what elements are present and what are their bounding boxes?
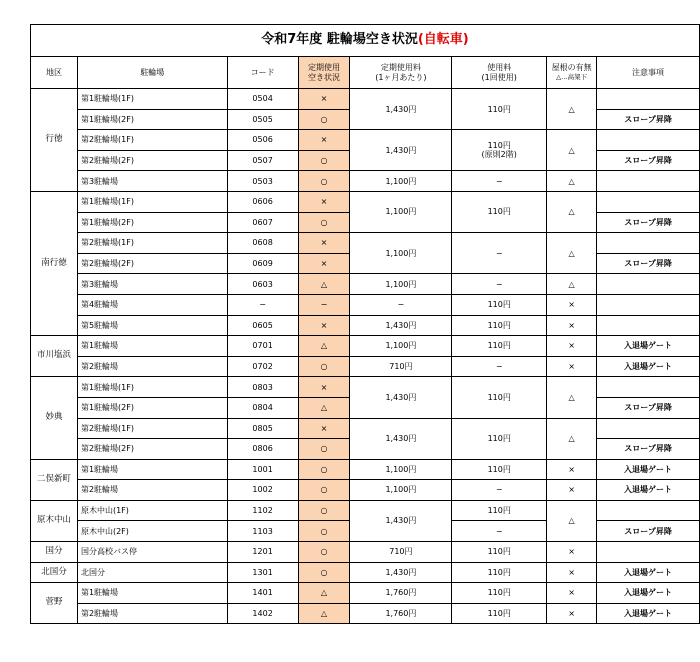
roof-status: × — [547, 315, 597, 336]
table-row — [31, 418, 700, 439]
monthly-fee: 1,430円 — [350, 130, 452, 171]
availability-status: × — [298, 418, 350, 439]
availability-status: ○ — [298, 150, 350, 171]
usage-fee-value: − — [495, 361, 503, 371]
usage-fee — [452, 603, 547, 624]
monthly-fee: 1,760円 — [350, 583, 452, 604]
header-fee: 定期使用料 (1ヶ月あたり) — [350, 57, 452, 89]
table-row — [31, 603, 700, 624]
usage-fee — [452, 418, 547, 459]
note-cell: スロープ昇降 — [597, 109, 700, 130]
parking-name: 北国分 — [77, 562, 227, 583]
parking-name: 第3駐輪場 — [77, 171, 227, 192]
parking-code: 0609 — [227, 253, 298, 274]
usage-fee — [452, 356, 547, 377]
availability-status: × — [298, 315, 350, 336]
availability-status: ○ — [298, 356, 350, 377]
usage-fee-value: 110円 — [487, 588, 511, 598]
parking-code: 0605 — [227, 315, 298, 336]
table-row — [31, 542, 700, 563]
monthly-fee: 1,430円 — [350, 89, 452, 130]
table-row — [31, 480, 700, 501]
parking-code: 1301 — [227, 562, 298, 583]
header-area: 地区 — [31, 57, 78, 89]
availability-status: △ — [298, 274, 350, 295]
usage-fee-value: 110円 — [487, 547, 511, 557]
parking-code: 1001 — [227, 459, 298, 480]
monthly-fee: 1,100円 — [350, 274, 452, 295]
usage-fee-value: 110円 — [487, 609, 511, 619]
roof-status: × — [547, 480, 597, 501]
parking-name: 第4駐輪場 — [77, 294, 227, 315]
usage-fee — [452, 233, 547, 274]
monthly-fee: 1,100円 — [350, 171, 452, 192]
table-row — [31, 171, 700, 192]
parking-code: 0507 — [227, 150, 298, 171]
area-cell: 菅野 — [31, 583, 78, 624]
monthly-fee: 1,100円 — [350, 480, 452, 501]
usage-fee — [452, 562, 547, 583]
parking-name: 第1駐輪場(1F) — [77, 89, 227, 110]
monthly-fee: 1,430円 — [350, 377, 452, 418]
usage-fee-value: 110円 — [487, 464, 511, 474]
area-cell: 妙典 — [31, 377, 78, 459]
parking-code: 0608 — [227, 233, 298, 254]
roof-status: △ — [547, 418, 597, 459]
parking-name: 第1駐輪場 — [77, 459, 227, 480]
parking-code: 0504 — [227, 89, 298, 110]
usage-fee — [452, 542, 547, 563]
table-row — [31, 459, 700, 480]
usage-fee-note: (原則2階) — [481, 150, 517, 160]
note-cell — [597, 500, 700, 521]
roof-status: △ — [547, 377, 597, 418]
parking-name: 第1駐輪場(2F) — [77, 109, 227, 130]
availability-status: × — [298, 233, 350, 254]
usage-fee — [452, 500, 547, 521]
header-usage: 使用料 (1回使用) — [452, 57, 547, 89]
table-row — [31, 356, 700, 377]
parking-code: 0701 — [227, 336, 298, 357]
parking-name: 第2駐輪場(2F) — [77, 439, 227, 460]
monthly-fee: − — [350, 294, 452, 315]
usage-fee-value: − — [495, 176, 503, 186]
usage-fee — [452, 130, 547, 171]
parking-code: 0805 — [227, 418, 298, 439]
area-cell: 市川塩浜 — [31, 336, 78, 377]
table-row — [31, 294, 700, 315]
availability-status: ○ — [298, 562, 350, 583]
parking-name: 第5駐輪場 — [77, 315, 227, 336]
availability-status: × — [298, 130, 350, 151]
note-cell — [597, 89, 700, 110]
parking-name: 第3駐輪場 — [77, 274, 227, 295]
note-cell — [597, 377, 700, 398]
availability-status: × — [298, 253, 350, 274]
note-cell: 入退場ゲート — [597, 583, 700, 604]
roof-status: △ — [547, 500, 597, 541]
usage-fee-value: 110円 — [487, 341, 511, 351]
table-row — [31, 583, 700, 604]
note-cell: スロープ昇降 — [597, 439, 700, 460]
note-cell: スロープ昇降 — [597, 212, 700, 233]
area-cell: 南行徳 — [31, 191, 78, 335]
roof-status: △ — [547, 233, 597, 274]
monthly-fee: 1,430円 — [350, 500, 452, 541]
parking-table — [30, 24, 700, 624]
usage-fee — [452, 274, 547, 295]
parking-name: 第1駐輪場 — [77, 583, 227, 604]
parking-name: 第2駐輪場(1F) — [77, 233, 227, 254]
parking-name: 原木中山(2F) — [77, 521, 227, 542]
header-code: コード — [227, 57, 298, 89]
note-cell — [597, 542, 700, 563]
usage-fee-value: 110円 — [487, 506, 511, 516]
note-cell — [597, 191, 700, 212]
parking-name: 第2駐輪場 — [77, 603, 227, 624]
note-cell: 入退場ゲート — [597, 356, 700, 377]
note-cell — [597, 294, 700, 315]
roof-status: × — [547, 583, 597, 604]
table-row — [31, 315, 700, 336]
usage-fee — [452, 294, 547, 315]
monthly-fee: 1,430円 — [350, 315, 452, 336]
roof-status: × — [547, 356, 597, 377]
parking-code: 0603 — [227, 274, 298, 295]
parking-name: 第2駐輪場(2F) — [77, 253, 227, 274]
table-row — [31, 377, 700, 398]
note-cell: スロープ昇降 — [597, 150, 700, 171]
availability-status: ○ — [298, 171, 350, 192]
note-cell: スロープ昇降 — [597, 397, 700, 418]
parking-name: 第1駐輪場(2F) — [77, 212, 227, 233]
area-cell: 北国分 — [31, 562, 78, 583]
area-cell: 原木中山 — [31, 500, 78, 541]
usage-fee-value: 110円 — [487, 141, 511, 151]
usage-fee — [452, 336, 547, 357]
parking-name: 第2駐輪場 — [77, 356, 227, 377]
usage-fee: − — [452, 521, 547, 542]
parking-name: 第1駐輪場 — [77, 336, 227, 357]
title-highlight: (自転車) — [417, 32, 469, 48]
table-row — [31, 130, 700, 151]
availability-status: ○ — [298, 212, 350, 233]
usage-fee — [452, 171, 547, 192]
note-cell: 入退場ゲート — [597, 336, 700, 357]
note-cell — [597, 418, 700, 439]
usage-fee — [452, 89, 547, 130]
parking-code: 0702 — [227, 356, 298, 377]
parking-code: 0503 — [227, 171, 298, 192]
availability-status: △ — [298, 397, 350, 418]
usage-fee — [452, 315, 547, 336]
monthly-fee: 1,100円 — [350, 191, 452, 232]
parking-name: 第2駐輪場(1F) — [77, 418, 227, 439]
note-cell: 入退場ゲート — [597, 459, 700, 480]
monthly-fee: 1,100円 — [350, 336, 452, 357]
usage-fee-value: 110円 — [487, 567, 511, 577]
usage-fee — [452, 480, 547, 501]
usage-fee — [452, 459, 547, 480]
roof-status: × — [547, 336, 597, 357]
note-cell — [597, 233, 700, 254]
table-row — [31, 233, 700, 254]
usage-fee-value: − — [495, 248, 503, 258]
parking-name: 第1駐輪場(1F) — [77, 191, 227, 212]
monthly-fee: 710円 — [350, 542, 452, 563]
usage-fee-value: 110円 — [487, 207, 511, 217]
parking-code: 1402 — [227, 603, 298, 624]
parking-availability-sheet — [30, 24, 700, 624]
availability-status: ○ — [298, 109, 350, 130]
usage-fee-value: 110円 — [487, 392, 511, 402]
header-seasonal: 定期使用 空き状況 — [298, 57, 350, 89]
parking-code: 1002 — [227, 480, 298, 501]
availability-status: ○ — [298, 521, 350, 542]
header-notes: 注意事項 — [597, 57, 700, 89]
monthly-fee: 1,100円 — [350, 459, 452, 480]
monthly-fee: 710円 — [350, 356, 452, 377]
parking-code: 1103 — [227, 521, 298, 542]
monthly-fee: 1,430円 — [350, 562, 452, 583]
roof-status: △ — [547, 274, 597, 295]
note-cell: 入退場ゲート — [597, 562, 700, 583]
roof-status: × — [547, 562, 597, 583]
roof-status: × — [547, 294, 597, 315]
monthly-fee: 1,100円 — [350, 233, 452, 274]
table-row — [31, 562, 700, 583]
parking-name: 原木中山(1F) — [77, 500, 227, 521]
availability-status: − — [298, 294, 350, 315]
availability-status: ○ — [298, 439, 350, 460]
note-cell — [597, 274, 700, 295]
table-row — [31, 191, 700, 212]
availability-status: △ — [298, 603, 350, 624]
table-row — [31, 274, 700, 295]
parking-code: 0803 — [227, 377, 298, 398]
note-cell: スロープ昇降 — [597, 521, 700, 542]
parking-code: 0505 — [227, 109, 298, 130]
table-row — [31, 336, 700, 357]
usage-fee-value: − — [495, 485, 503, 495]
usage-fee-value: 110円 — [487, 320, 511, 330]
note-cell — [597, 315, 700, 336]
header-row — [31, 57, 700, 89]
availability-status: ○ — [298, 480, 350, 501]
title-main: 令和7年度 駐輪場空き状況 — [261, 32, 418, 48]
parking-name: 第1駐輪場(2F) — [77, 397, 227, 418]
roof-status: × — [547, 459, 597, 480]
availability-status: ○ — [298, 500, 350, 521]
parking-code: 0607 — [227, 212, 298, 233]
parking-code: 1102 — [227, 500, 298, 521]
availability-status: × — [298, 89, 350, 110]
roof-status: × — [547, 542, 597, 563]
table-body — [31, 89, 700, 624]
parking-code: 1201 — [227, 542, 298, 563]
availability-status: △ — [298, 583, 350, 604]
area-cell: 二俣新町 — [31, 459, 78, 500]
roof-status: × — [547, 603, 597, 624]
parking-name: 国分高校バス停 — [77, 542, 227, 563]
area-cell: 国分 — [31, 542, 78, 563]
availability-status: × — [298, 377, 350, 398]
availability-status: × — [298, 191, 350, 212]
note-cell — [597, 171, 700, 192]
availability-status: ○ — [298, 542, 350, 563]
usage-fee — [452, 191, 547, 232]
note-cell: 入退場ゲート — [597, 603, 700, 624]
parking-name: 第2駐輪場(2F) — [77, 150, 227, 171]
roof-status: △ — [547, 171, 597, 192]
availability-status: ○ — [298, 459, 350, 480]
table-row — [31, 89, 700, 110]
header-roof: 屋根の有無 △…高架下 — [547, 57, 597, 89]
roof-status: △ — [547, 89, 597, 130]
parking-code: 1401 — [227, 583, 298, 604]
table-row — [31, 500, 700, 521]
area-cell: 行徳 — [31, 89, 78, 192]
roof-status: △ — [547, 130, 597, 171]
usage-fee — [452, 377, 547, 418]
usage-fee-value: 110円 — [487, 434, 511, 443]
parking-code: 0606 — [227, 191, 298, 212]
usage-fee — [452, 583, 547, 604]
parking-code: − — [227, 294, 298, 315]
parking-name: 第1駐輪場(1F) — [77, 377, 227, 398]
sheet-title — [31, 25, 700, 57]
usage-fee-value: − — [495, 279, 503, 289]
parking-name: 第2駐輪場(1F) — [77, 130, 227, 151]
availability-status: △ — [298, 336, 350, 357]
note-cell: スロープ昇降 — [597, 253, 700, 274]
monthly-fee: 1,760円 — [350, 603, 452, 624]
roof-status: △ — [547, 191, 597, 232]
note-cell — [597, 130, 700, 151]
parking-code: 0506 — [227, 130, 298, 151]
usage-fee-value: 110円 — [487, 300, 511, 310]
parking-code: 0804 — [227, 397, 298, 418]
note-cell: 入退場ゲート — [597, 480, 700, 501]
parking-code: 0806 — [227, 439, 298, 460]
parking-name: 第2駐輪場 — [77, 480, 227, 501]
header-parking: 駐輪場 — [77, 57, 227, 89]
monthly-fee: 1,430円 — [350, 418, 452, 459]
usage-fee-value: 110円 — [487, 104, 511, 114]
